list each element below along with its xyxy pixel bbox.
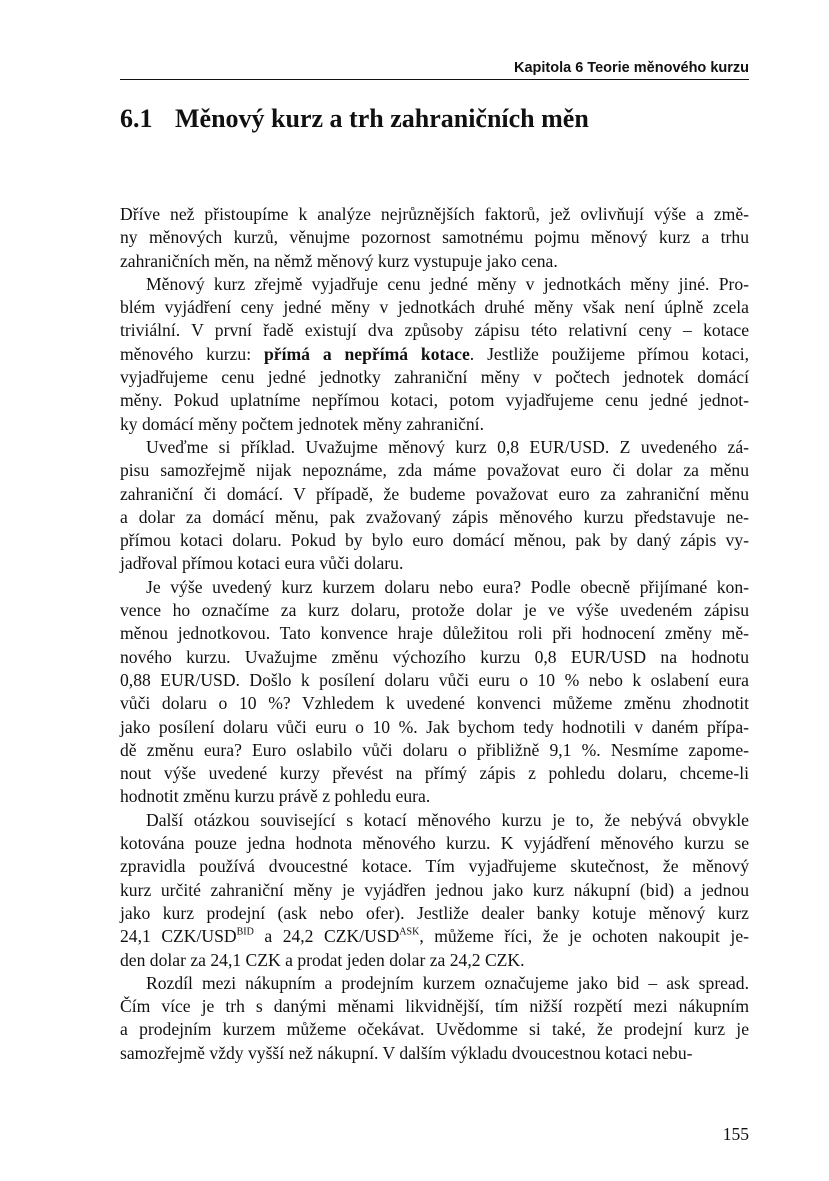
text-line: Rozdíl mezi nákupním a prodejním kurzem označujeme jako bid – ask spread.: [146, 972, 749, 993]
text-line: pisu samozřejmě nijak nepoznáme, zda máme považovat euro či dolar za měnu: [120, 460, 749, 481]
text-line: Dříve než přistoupíme k analýze nejrůznějších faktorů, jež ovlivňují výše a změ-: [120, 204, 749, 224]
text-line: jadřoval přímou kotaci eura vůči dolaru.: [120, 553, 404, 574]
text-line: nového kurzu. Uvažujme změnu výchozího kurzu 0,8 EUR/USD na hodnotu: [120, 646, 749, 667]
text-line: kurz určité zahraniční měny je vyjádřen jednou jako kurz nákupní (bid) a jednou: [120, 879, 749, 900]
text-line: Další otázkou související s kotací měnového kurzu je to, že nebývá obvykle: [146, 809, 749, 830]
text-line: Je výše uvedený kurz kurzem dolaru nebo eura? Podle obecně přijímané kon-: [146, 576, 749, 597]
text-line: nout výše uvedené kurzy převést na přímý zápis z pohledu dolaru, chceme-li: [120, 763, 749, 784]
text-line: Měnový kurz zřejmě vyjadřuje cenu jedné měny v jednotkách měny jiné. Pro-: [146, 273, 749, 294]
text-line: zahraniční či domácí. V případě, že budeme považovat euro za zahraniční měnu: [120, 483, 749, 504]
body-text: [120, 203, 749, 1065]
paragraph: [120, 436, 749, 576]
running-header: Kapitola 6 Teorie měnového kurzu: [513, 60, 749, 76]
text-line: jako kurz prodejní (ask nebo ofer). Jestliže dealer banky kotuje měnový kurz: [120, 902, 749, 923]
text-line: měnového kurzu: přímá a nepřímá kotace. Jestliže použijeme přímou kotaci,: [120, 343, 750, 364]
text-line: samozřejmě vždy vyšší než nákupní. V dalším výkladu dvoucestnou kotaci nebu-: [120, 1042, 693, 1063]
text-line: zpravidla používá dvoucestné kotace. Tím vyjadřujeme skutečnost, že měnový: [120, 856, 749, 877]
text-line: a prodejním kurzem můžeme očekávat. Uvědomme si také, že prodejní kurz je: [120, 1019, 749, 1040]
bold-term: přímá a nepřímá kotace: [264, 343, 470, 364]
text-line: přímou kotaci dolaru. Pokud by bylo euro domácí měnou, pak by daný zápis vy-: [120, 530, 749, 551]
superscript: BID: [236, 926, 254, 938]
section-heading: [120, 104, 589, 134]
text-line: den dolar za 24,1 CZK a prodat jeden dolar za 24,2 CZK.: [120, 949, 525, 970]
text-line: zahraničních měn, na němž měnový kurz vystupuje jako cena.: [120, 250, 558, 271]
text-line: blém vyjádření ceny jedné měny v jednotkách druhé měny však není úplně zcela: [120, 297, 749, 318]
page-number: 155: [722, 1124, 749, 1144]
header-rule: [120, 79, 749, 80]
section-number: 6.1: [120, 104, 153, 133]
paragraph: [120, 972, 749, 1065]
text-line: jako posílení dolaru vůči euru o 10 %. Jak bychom tedy hodnotili v daném přípa-: [120, 716, 749, 737]
text-line: měnou jednotkovou. Tato konvence hraje důležitou roli při hodnocení změny mě-: [120, 623, 749, 644]
text-line: a dolar za domácí měnu, pak zvažovaný zápis měnového kurzu představuje ne-: [120, 506, 749, 527]
paragraph: [120, 203, 749, 273]
text-line: měny. Pokud uplatníme nepřímou kotaci, potom vyjadřujeme cenu jedné jednot-: [120, 390, 749, 411]
text-line: 0,88 EUR/USD. Došlo k posílení dolaru vůči euru o 10 % nebo k oslabení eura: [120, 669, 749, 690]
section-title: Měnový kurz a trh zahraničních měn: [175, 104, 589, 133]
paragraph: [120, 809, 749, 972]
text-line: dě změnu eura? Euro oslabilo vůči dolaru o přibližně 9,1 %. Nesmíme zapome-: [120, 739, 749, 760]
paragraph: [120, 273, 749, 436]
text-line: Čím více je trh s danými měnami likvidnější, tím nižší rozpětí mezi nákupním: [120, 996, 749, 1017]
text-line: 24,1 CZK/$USD^{BID}$ a 24,2 CZK/$USD^{ASK}$, můžeme říci, že je ochoten nakoupit je-: [120, 926, 749, 947]
text-line: vence ho označíme za kurz dolaru, protože dolar je ve výše uvedeném zápisu: [120, 600, 749, 621]
text-line: ny měnových kurzů, věnujme pozornost samotnému pojmu měnový kurz a trhu: [120, 227, 749, 248]
text-line: Uveďme si příklad. Uvažujme měnový kurz 0,8 EUR/USD. Z uvedeného zá-: [146, 436, 749, 457]
text-line: vůči dolaru o 10 %? Vzhledem k uvedené konvenci můžeme změnu zhodnotit: [120, 693, 749, 714]
superscript: ASK: [399, 926, 420, 938]
text-line: ky domácí měny počtem jednotek měny zahraniční.: [120, 413, 484, 434]
text-line: kotována pouze jedna hodnota měnového kurzu. K vyjádření měnového kurzu se: [120, 833, 749, 854]
text-line: triviální. V první řadě existují dva způsoby zápisu této relativní ceny – kotace: [120, 320, 749, 341]
paragraph: [120, 576, 749, 809]
text-line: hodnotit změnu kurzu právě z pohledu eura.: [120, 786, 431, 807]
text-line: vyjadřujeme cenu jedné jednotky zahraniční měny v počtech jednotek domácí: [120, 367, 749, 388]
